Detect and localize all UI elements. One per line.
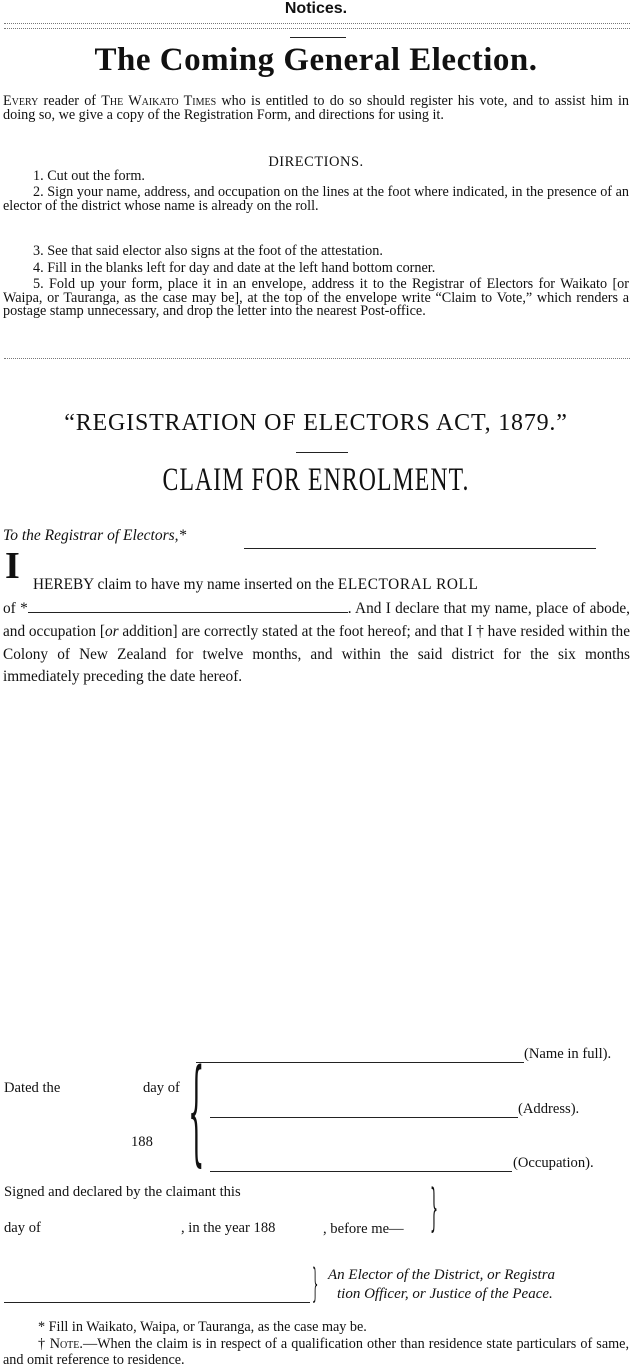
- footnote-2-lead: † Note.: [38, 1336, 83, 1352]
- name-label: (Name in full).: [524, 1046, 612, 1062]
- dated-the: Dated the: [4, 1080, 61, 1096]
- occupation-line[interactable]: [210, 1171, 512, 1172]
- intro-lead: Every: [3, 93, 39, 109]
- signed-declared: Signed and declared by the claimant this: [4, 1184, 241, 1200]
- footnote-1: * Fill in Waikato, Waipa, or Tauranga, as the case may be.: [38, 1319, 367, 1335]
- claim-text-c: addition] are correctly stated at the foot hereof; and that I † have resided within the Colony of New Zealand for twelve months, and within the said district for the six months immediately preceding the date hereof.: [3, 622, 630, 686]
- direction-5: 5. Fold up your form, place it in an envelope, address it to the Registrar of Electors for Waikato [or Waipa, or Tauranga, as the case may be], at the top of the envelope write “Claim to Vote,” which renders a postage stamp unnecessary, and drop the letter into the nearest Post-office.: [3, 276, 629, 320]
- electoral-roll: ELECTORAL ROLL: [337, 576, 479, 593]
- intro-text-a: reader of: [38, 93, 102, 109]
- or-word: or: [104, 622, 119, 640]
- occupation-label: (Occupation).: [513, 1155, 594, 1171]
- act-title: “REGISTRATION OF ELECTORS ACT, 1879.”: [64, 410, 568, 436]
- claim-title: CLAIM FOR ENROLMENT.: [162, 462, 470, 498]
- claim-text-a: claim to have my name inserted on the: [93, 576, 338, 593]
- day-of: day of: [143, 1080, 180, 1096]
- direction-4: 4. Fill in the blanks left for day and date at the left hand bottom corner.: [33, 260, 436, 276]
- claim-text-b: . And I declare that my name, place of abode, and occupation [: [3, 600, 630, 640]
- header-rule-top: [4, 23, 630, 24]
- year-188: 188: [131, 1134, 153, 1150]
- notice-title: The Coming General Election.: [94, 42, 538, 78]
- direction-3: 3. See that said elector also signs at the foot of the attestation.: [33, 243, 383, 259]
- claim-paragraph: [3, 574, 630, 597]
- footnote-2-text: —When the claim is in respect of a qualification other than residence state particulars of same, and omit reference to residence.: [3, 1336, 629, 1368]
- before-me: , before me—: [323, 1221, 404, 1237]
- witness-line-1: An Elector of the District, or Registra: [328, 1267, 556, 1283]
- claim-paragraph-cont: [3, 598, 630, 689]
- witness-line[interactable]: [4, 1302, 310, 1303]
- to-registrar: To the Registrar of Electors,*: [3, 527, 187, 544]
- header-rule-bottom: [4, 28, 630, 29]
- witness-brace: }: [312, 1262, 319, 1308]
- title-ornament: [290, 37, 346, 38]
- address-line[interactable]: [210, 1117, 518, 1118]
- in-the-year: , in the year 188: [181, 1220, 276, 1236]
- address-brace: {: [188, 1047, 205, 1180]
- directions-heading: DIRECTIONS.: [268, 154, 364, 170]
- intro-text-b: who is entitled to do so should register his vote, and to assist him in doing so, we give a copy of the Registration Form, and directions for using it.: [3, 93, 629, 123]
- direction-2: 2. Sign your name, address, and occupation on the lines at the foot where indicated, in the presence of an elector of the district whose name is already on the roll.: [3, 184, 629, 214]
- section-header: Notices.: [284, 0, 348, 17]
- witness-line-2: tion Officer, or Justice of the Peace.: [337, 1286, 553, 1302]
- footnote-2: [3, 1336, 629, 1368]
- district-blank[interactable]: [28, 612, 348, 613]
- act-title-rule: [296, 452, 348, 453]
- registrar-district-blank[interactable]: [244, 548, 596, 549]
- claim-of: of *: [3, 600, 28, 617]
- day-of-2: day of: [4, 1220, 41, 1236]
- notice-rule: [4, 358, 630, 359]
- direction-1: 1. Cut out the form.: [33, 168, 145, 184]
- drop-cap: I: [5, 545, 20, 587]
- declaration-brace: }: [430, 1177, 439, 1237]
- name-line[interactable]: [196, 1062, 524, 1063]
- notice-intro: [3, 95, 629, 122]
- address-label: (Address).: [518, 1101, 580, 1117]
- newspaper-name: The Waikato Times: [101, 93, 217, 109]
- hereby-word: HEREBY: [33, 576, 94, 593]
